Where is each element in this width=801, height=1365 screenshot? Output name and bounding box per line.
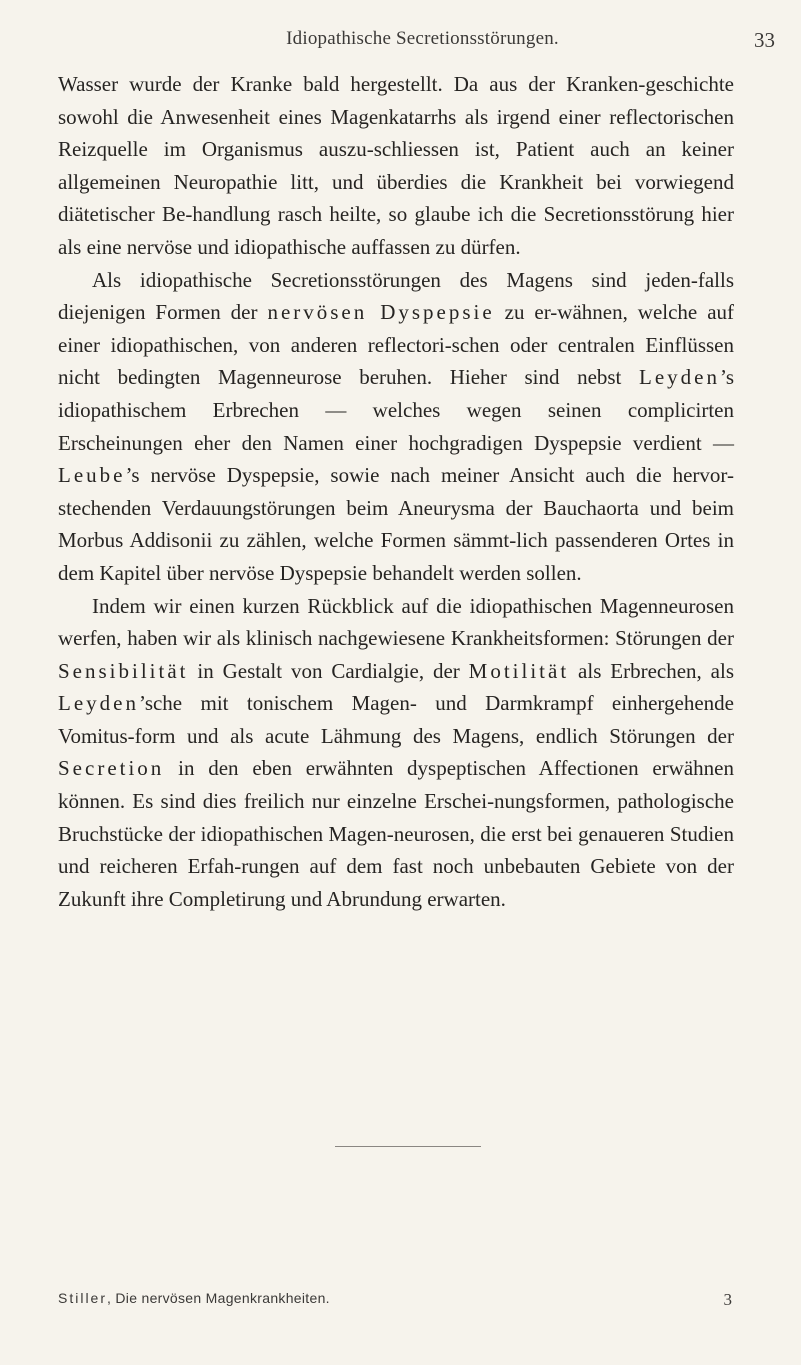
emphasis-leyden-2: Leyden <box>58 691 139 716</box>
emphasis-secretion: Secretion <box>58 756 165 781</box>
paragraph-1 <box>58 68 734 264</box>
paragraph-3 <box>58 590 734 916</box>
signature-author: Stiller <box>58 1290 108 1306</box>
running-head <box>60 28 785 52</box>
signature-book-title: , Die nervösen Magenkrankheiten. <box>107 1290 330 1306</box>
signature-line <box>58 1290 330 1306</box>
paragraph-3-text-d: ’sche mit tonischem Magen- und Darmkrampf einhergehende Vomitus-form und als acute Lähmung des Magens, endlich Störungen der <box>58 691 734 748</box>
paragraph-3-text-b: in Gestalt von Cardialgie, der <box>188 658 469 683</box>
paragraph-2-text-b: zu er-wähnen, welche auf einer idiopathischen, von anderen reflectori-schen oder centralen Einflüssen nicht bedingten Magenneurose beruhen. Hieher sind nebst <box>58 300 735 390</box>
emphasis-leube: Leube <box>58 463 126 488</box>
paragraph-3-text-e: in den eben erwähnten dyspeptischen Affectionen erwähnen können. Es sind dies freilich nur einzelne Erschei-nungsformen, pathologische Bruchstücke der idiopathischen Magen-neurosen, die erst bei genaueren Studien und reicheren Erfah-rungen auf dem fast noch unbebauten Gebiete von der Zukunft ihre Completirung und Abrundung erwarten. <box>58 756 734 911</box>
emphasis-nervoese-dyspepsie: nervösen Dyspepsie <box>267 300 495 325</box>
paragraph-2-text-a: Als idiopathische Secretionsstörungen des Magens sind jeden-falls diejenigen Formen der <box>58 267 734 325</box>
emphasis-motilitaet: Motilität <box>468 658 570 683</box>
emphasis-sensibilitaet: Sensibilität <box>58 658 189 683</box>
sheet-number: 3 <box>723 1290 732 1309</box>
body-text <box>58 68 734 915</box>
running-title: Idiopathische Secretionsstörungen. <box>286 28 559 49</box>
paragraph-2-text-c: ’s idiopathischem Erbrechen — welches wegen seinen complicirten Erscheinungen eher den Namen einer hochgradigen Dyspepsie verdient — <box>58 365 734 455</box>
page-number: 33 <box>754 28 775 52</box>
page-footer <box>58 1290 738 1312</box>
section-end-rule <box>335 1146 481 1147</box>
paragraph-2 <box>58 264 734 590</box>
paragraph-1-text: Wasser wurde der Kranke bald hergestellt. Da aus der Kranken-geschichte sowohl die Anwesenheit eines Magenkatarrhs als irgend einer reflectorischen Reizquelle im Organismus auszu-schliessen ist, Patient auch an keiner allgemeinen Neuropathie litt, und überdies die Krankheit bei vorwiegend diätetischer Be-handlung rasch heilte, so glaube ich die Secretionsstörung hier als eine nervöse und idiopathische auffassen zu dürfen. <box>58 72 734 259</box>
emphasis-leyden: Leyden <box>639 365 720 390</box>
paragraph-2-text-d: ’s nervöse Dyspepsie, sowie nach meiner Ansicht auch die hervor-stechenden Verdauungstörungen beim Aneurysma der Bauchaorta und beim Morbus Addisonii zu zählen, welche Formen sämmt-lich passenderen Ortes in dem Kapitel über nervöse Dyspepsie behandelt werden sollen. <box>58 463 734 585</box>
paragraph-3-text-c: als Erbrechen, als <box>569 658 734 683</box>
paragraph-3-text-a: Indem wir einen kurzen Rückblick auf die idiopathischen Magenneurosen werfen, haben wir als klinisch nachgewiesene Krankheitsformen: Störungen der <box>58 593 734 651</box>
